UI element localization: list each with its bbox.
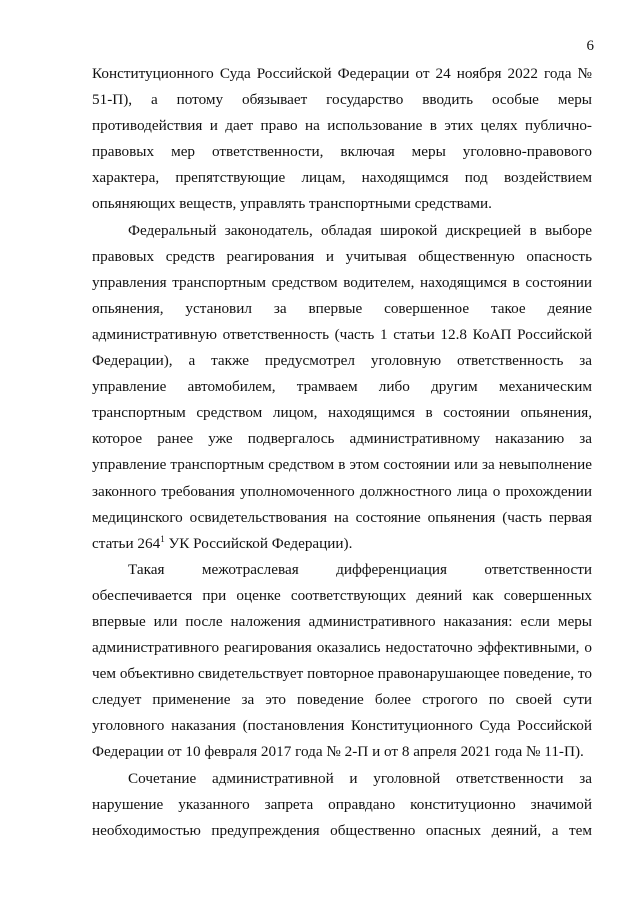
page-number: 6 xyxy=(586,38,594,54)
superscript: 1 xyxy=(160,533,165,544)
document-body xyxy=(92,61,592,844)
paragraph-legislator xyxy=(92,218,592,557)
paragraph-text: Федеральный законодатель, обладая широкой дискрецией в выборе правовых средств реагирования и учитывая общественную опасность управления транспортным средством водителем, находящимся в состоянии опьянения, установил за впервые совершенное такое деяние административную ответственность (часть 1 статьи 12.8 КоАП Российской Федерации), а также предусмотрел уголовную ответственность за управление автомобилем, трамваем либо другим механическим транспортным средством лицом, находящимся в состоянии опьянения, которое ранее уже подвергалось административному наказанию за управление транспортным средством в этом состоянии или за невыполнение законного требования уполномоченного должностного лица о прохождении медицинского освидетельствования на состояние опьянения (часть первая статьи 264 xyxy=(92,221,592,552)
paragraph-text-end: УК Российской Федерации). xyxy=(164,534,353,552)
paragraph-combination: Сочетание административной и уголовной ответственности за нарушение указанного запрета оправдано конституционно значимой необходимостью предупреждения общественно опасных деяний, а тем xyxy=(92,769,592,839)
paragraph-differentiation: Такая межотраслевая дифференциация ответственности обеспечивается при оценке соответствующих деяний как совершенных впервые или после наложения административного наказания: если меры административного реагирования оказались недостаточно эффективными, о чем объективно свидетельствует повторное правонарушающее поведение, то следует применение за это поведение более строгого по своей сути уголовного наказания (постановления Конституционного Суда Российской Федерации от 10 февраля 2017 года № 2-П и от 8 апреля 2021 года № 11-П). xyxy=(92,560,592,761)
paragraph-continuation: Конституционного Суда Российской Федерации от 24 ноября 2022 года № 51-П), а потому обязывает государство вводить особые меры противодействия и дает право на использование в этих целях публично-правовых мер ответственности, включая меры уголовно-правового характера, препятствующие лицам, находящимся под воздействием опьяняющих веществ, управлять транспортными средствами. xyxy=(92,65,592,213)
